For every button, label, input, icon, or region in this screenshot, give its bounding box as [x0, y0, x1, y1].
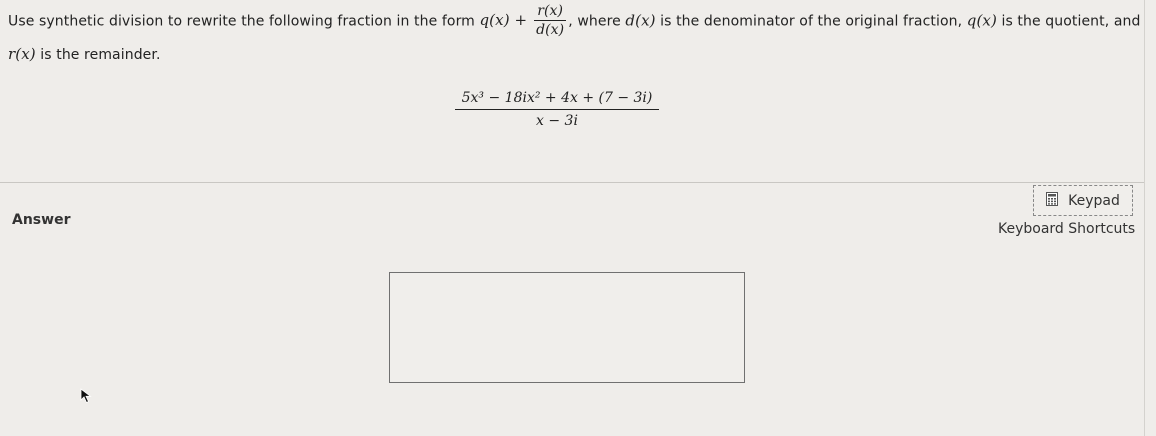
- question-mid2: is the quotient, and: [1001, 13, 1141, 30]
- question-end: is the remainder.: [40, 46, 161, 63]
- form-fraction-numerator: r(x): [534, 4, 566, 21]
- keypad-button[interactable]: [1033, 185, 1133, 216]
- panel-edge: [1144, 0, 1145, 436]
- q-expression: q(x): [966, 11, 997, 30]
- problem-numerator: 5x³ − 18ix² + 4x + (7 − 3i): [455, 90, 659, 110]
- keypad-grid-icon: [1046, 192, 1058, 210]
- r-expression: r(x): [8, 44, 36, 63]
- section-divider: [0, 182, 1144, 183]
- answer-label: Answer: [12, 212, 71, 228]
- problem-fraction: [455, 90, 659, 129]
- keyboard-shortcuts-link[interactable]: Keyboard Shortcuts: [998, 221, 1136, 237]
- problem-denominator: x − 3i: [536, 113, 578, 129]
- form-q: q(x): [479, 11, 510, 30]
- question-intro: Use synthetic division to rewrite the following fraction in the form: [8, 13, 475, 30]
- form-fraction-denominator: d(x): [536, 22, 565, 39]
- form-plus: +: [509, 11, 533, 30]
- form-expression: [479, 3, 568, 39]
- d-expression: d(x): [625, 11, 656, 30]
- question-text: [8, 4, 1148, 70]
- form-fraction: [534, 4, 566, 39]
- answer-input-box[interactable]: [389, 272, 745, 383]
- question-where: , where: [568, 13, 621, 30]
- question-mid: is the denominator of the original fraction,: [660, 13, 963, 30]
- keypad-label: Keypad: [1068, 192, 1120, 209]
